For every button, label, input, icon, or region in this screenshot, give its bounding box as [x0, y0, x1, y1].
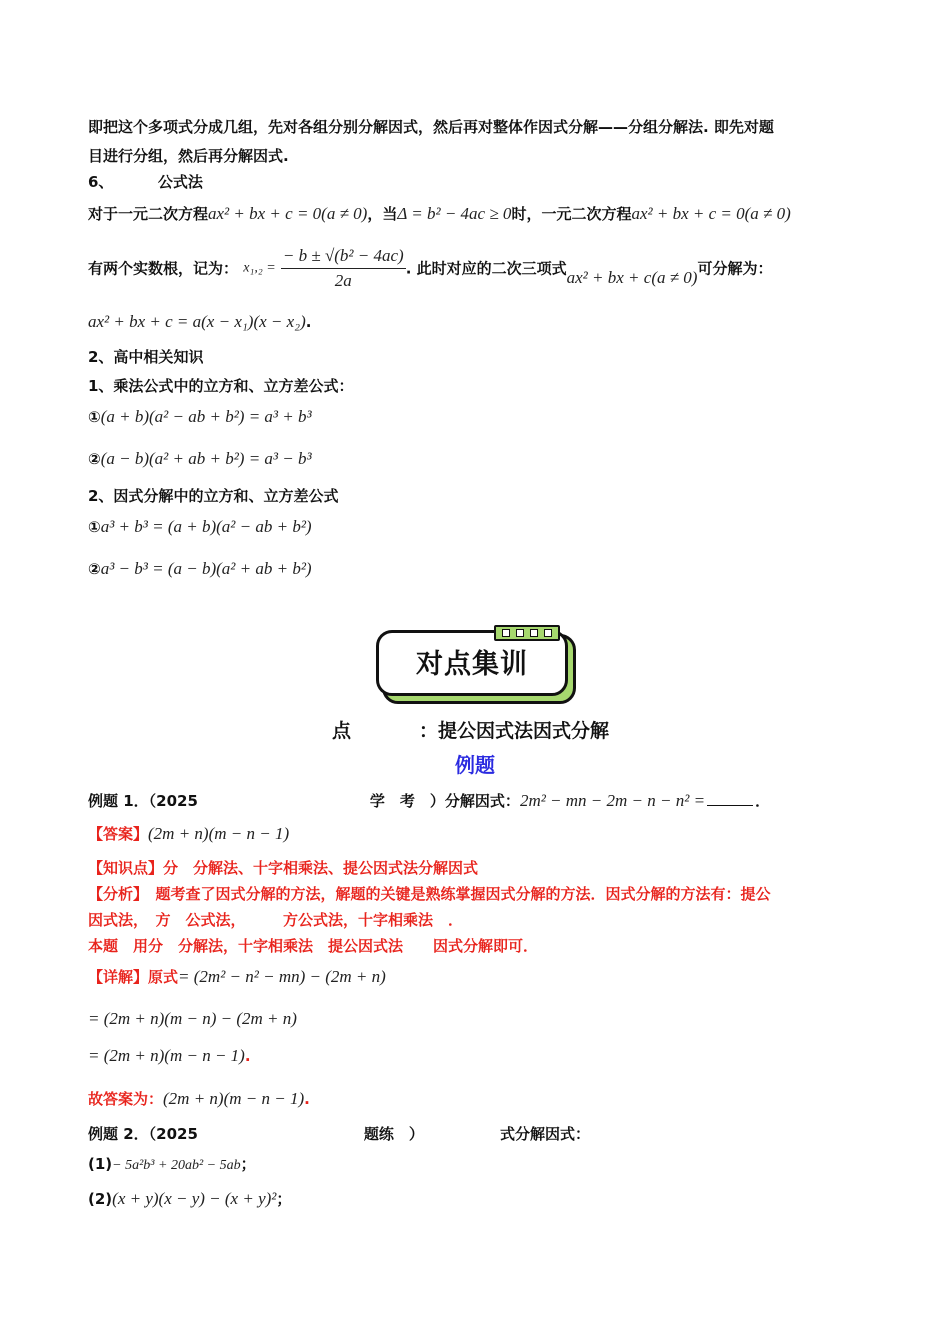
part-1-end: ；	[240, 1155, 256, 1173]
part-1-expression: − 5a²b³ + 20ab² − 5ab	[112, 1158, 241, 1173]
hs-heading: 2、高中相关知识	[88, 348, 204, 366]
example-2-source: 题练 ）	[363, 1125, 424, 1143]
example-2-label: 例题 2．（2025	[88, 1125, 198, 1143]
detail-step-2-line	[88, 1009, 297, 1029]
example-2-question	[88, 1124, 590, 1144]
formula-4-line	[88, 559, 312, 579]
roots-text-c: 可分解为：	[697, 259, 773, 278]
quadratic-text-c: 时，一元二次方程	[511, 205, 632, 223]
detail-line	[88, 967, 386, 987]
example-2-part-2	[88, 1189, 291, 1209]
roots-text-b: . 此时对应的二次三项式	[405, 259, 567, 278]
roots-line	[88, 246, 773, 291]
analysis-tag: 【分析】	[88, 885, 141, 903]
analysis-line-3: 本题 用分 分解法，十字相乘法 提公因式法 因式分解即可．	[88, 937, 539, 955]
example-2-part-1	[88, 1154, 256, 1176]
example-1-expression: 2m² − mn − 2m − n − n² =	[519, 791, 706, 810]
final-answer-line	[88, 1089, 310, 1109]
part-2-mark: (2)	[88, 1190, 113, 1208]
formula-2: (a − b)(a² + ab + b²) = a³ − b³	[100, 449, 312, 468]
example-1-answer: (2m + n)(m − n − 1)	[148, 824, 290, 843]
trinomial: ax² + bx + c(a ≠ 0)	[566, 268, 698, 287]
root-numerator: − b ± √(b² − 4ac)	[281, 246, 406, 269]
analysis-text-1: 题考查了因式分解的方法，解题的关键是熟练掌握因式分解的方法．因式分解的方法有：提公	[140, 885, 771, 903]
topic-title: ：提公因式法因式分解	[419, 720, 610, 742]
root-denominator: 2a	[334, 271, 352, 290]
formula-2-mark: ②	[88, 450, 101, 468]
section-banner	[374, 624, 578, 706]
example-1-answer-line	[88, 824, 289, 844]
knowledge-text: 分 分解法、十字相乘法、提公因式法分解因式	[163, 859, 479, 877]
method6-title: 公式法	[157, 173, 203, 191]
topic-heading	[332, 719, 609, 743]
formula-1-line	[88, 407, 312, 427]
part-2-expression: (x + y)(x − y) − (x + y)²	[112, 1189, 277, 1208]
detail-step-1: = (2m² − n² − mn) − (2m + n)	[178, 967, 386, 986]
banner-binder-rings	[494, 625, 560, 641]
formula-4: a³ − b³ = (a − b)(a² + ab + b²)	[100, 559, 312, 578]
intro-line-2: 目进行分组，然后再分解因式.	[88, 147, 289, 165]
analysis-line-2: 因式法， 方 公式法， 方公式法，十字相乘法 ．	[88, 911, 464, 929]
formula-4-mark: ②	[88, 560, 101, 578]
example-1-label: 例题 1．（2025	[88, 792, 198, 810]
intro-line-1: 即把这个多项式分成几组，先对各组分别分解因式，然后再对整体作因式分解——分组分解法. 即先对题	[88, 118, 774, 136]
final-answer-end: .	[304, 1090, 310, 1108]
hs-sub-2: 2、因式分解中的立方和、立方差公式	[88, 487, 339, 505]
formula-3: a³ + b³ = (a + b)(a² − ab + b²)	[100, 517, 312, 536]
detail-step-3: = (2m + n)(m − n − 1)	[88, 1046, 245, 1065]
example-2-task: 式分解因式：	[499, 1125, 590, 1143]
quadratic-line	[88, 204, 791, 224]
detail-tag: 【详解】	[88, 968, 149, 986]
factored-form: ax² + bx + c = a(x − x₁)(x − x₂)	[88, 312, 306, 331]
answer-blank	[707, 805, 753, 806]
banner-text: 对点集训	[416, 649, 528, 680]
formula-3-mark: ①	[88, 518, 101, 536]
example-1-question	[88, 791, 770, 811]
method6-heading	[88, 172, 203, 192]
equation-2: ax² + bx + c = 0(a ≠ 0)	[631, 204, 791, 223]
knowledge-point-line	[88, 858, 478, 878]
final-answer: (2m + n)(m − n − 1)	[163, 1089, 305, 1108]
part-1-mark: (1)	[88, 1155, 113, 1173]
quadratic-text-b: ，当	[367, 205, 398, 223]
detail-lead: 原式	[148, 968, 179, 986]
root-formula	[281, 246, 406, 291]
discriminant: Δ = b² − 4ac ≥ 0	[397, 204, 512, 223]
formula-1-mark: ①	[88, 408, 101, 426]
answer-tag: 【答案】	[88, 825, 149, 843]
example-1-source: 学 考 ）分解因式：	[369, 792, 520, 810]
detail-step-3-end: .	[244, 1047, 251, 1065]
factored-form-end: .	[305, 313, 312, 331]
detail-step-2: = (2m + n)(m − n) − (2m + n)	[88, 1009, 297, 1028]
example-1-end: ．	[755, 792, 771, 810]
example-label: 例题	[455, 753, 495, 777]
roots-text-a: 有两个实数根，记为：	[88, 259, 239, 278]
root-lhs: x₁,₂ =	[243, 260, 276, 276]
formula-3-line	[88, 517, 312, 537]
equation-1: ax² + bx + c = 0(a ≠ 0)	[208, 204, 368, 223]
hs-sub-1: 1、乘法公式中的立方和、立方差公式：	[88, 377, 354, 395]
quadratic-text-a: 对于一元二次方程	[88, 205, 209, 223]
detail-step-3-line	[88, 1046, 251, 1066]
method6-number: 6、	[88, 173, 114, 191]
analysis-line-1	[88, 884, 771, 904]
factored-form-line	[88, 312, 311, 332]
knowledge-tag: 【知识点】	[88, 859, 164, 877]
part-2-end: ；	[276, 1190, 292, 1208]
formula-2-line	[88, 449, 312, 469]
formula-1: (a + b)(a² − ab + b²) = a³ + b³	[100, 407, 312, 426]
final-answer-tag: 故答案为：	[88, 1090, 164, 1108]
topic-prefix: 点	[332, 720, 352, 742]
